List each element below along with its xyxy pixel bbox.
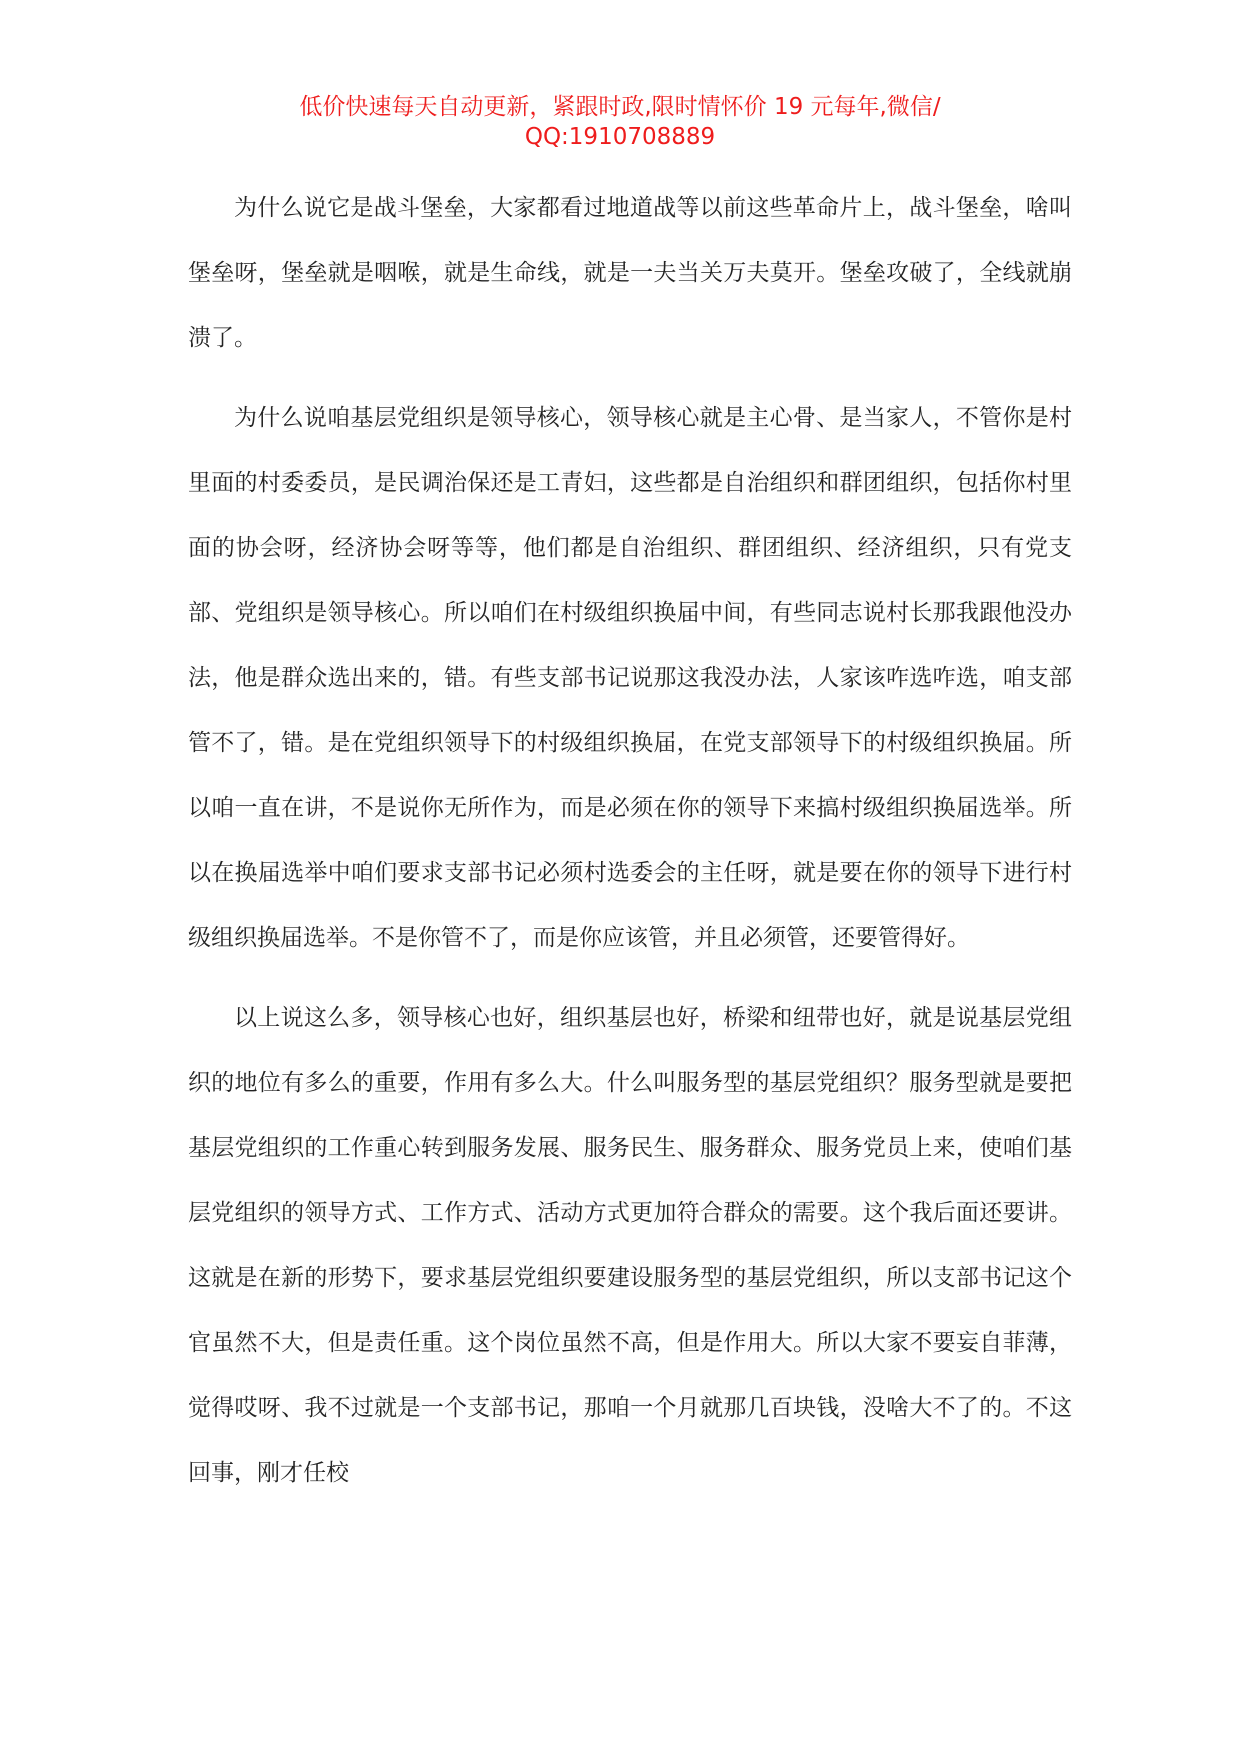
- paragraph-1: 为什么说它是战斗堡垒，大家都看过地道战等以前这些革命片上，战斗堡垒，啥叫堡垒呀，堡垒就是咽喉，就是生命线，就是一夫当关万夫莫开。堡垒攻破了，全线就崩溃了。: [188, 195, 1072, 351]
- paragraph-3: 以上说这么多，领导核心也好，组织基层也好，桥梁和纽带也好，就是说基层党组织的地位有多么的重要，作用有多么大。什么叫服务型的基层党组织？服务型就是要把基层党组织的工作重心转到服务发展、服务民生、服务群众、服务党员上来，使咱们基层党组织的领导方式、工作方式、活动方式更加符合群众的需要。这个我后面还要讲。这就是在新的形势下，要求基层党组织要建设服务型的基层党组织，所以支部书记这个官虽然不大，但是责任重。这个岗位虽然不高，但是作用大。所以大家不要妄自菲薄，觉得哎呀、我不过就是一个支部书记，那咱一个月就那几百块钱，没啥大不了的。不这回事，刚才任校: [188, 1005, 1072, 1486]
- promo-banner-line-2: QQ:1910708889: [524, 124, 716, 150]
- document-body: [188, 176, 1072, 1506]
- paragraph-2: 为什么说咱基层党组织是领导核心，领导核心就是主心骨、是当家人，不管你是村里面的村委委员，是民调治保还是工青妇，这些都是自治组织和群团组织，包括你村里面的协会呀，经济协会呀等等，他们都是自治组织、群团组织、经济组织，只有党支部、党组织是领导核心。所以咱们在村级组织换届中间，有些同志说村长那我跟他没办法，他是群众选出来的，错。有些支部书记说那这我没办法，人家该咋选咋选，咱支部管不了，错。是在党组织领导下的村级组织换届，在党支部领导下的村级组织换届。所以咱一直在讲，不是说你无所作为，而是必须在你的领导下来搞村级组织换届选举。所以在换届选举中咱们要求支部书记必须村选委会的主任呀，就是要在你的领导下进行村级组织换届选举。不是你管不了，而是你应该管，并且必须管，还要管得好。: [188, 405, 1072, 951]
- promo-banner: [180, 92, 1060, 152]
- promo-banner-line-1: 低价快速每天自动更新，紧跟时政,限时情怀价 19 元每年,微信/: [299, 94, 941, 120]
